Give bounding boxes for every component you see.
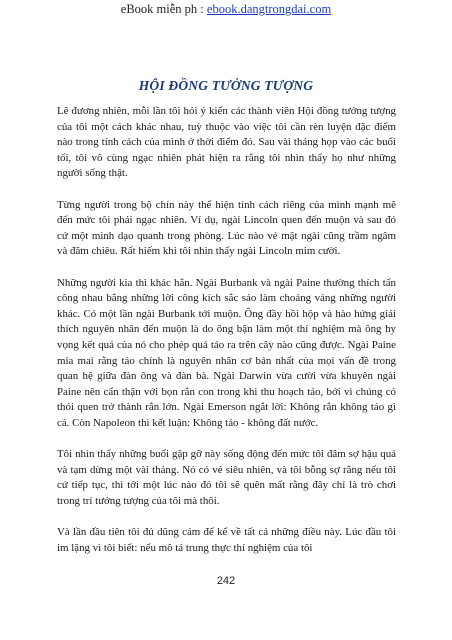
ebook-header xyxy=(0,2,452,17)
paragraph: Những người kia thì khác hẳn. Ngài Burbank và ngài Paine thường thích tấn công nhau bằng những lời công kích sắc sảo làm choáng váng những người khác. Có một lần ngài Burbank tới muộn. Ông đầy hồi hộp và hào hứng giải thích nguyên nhân đến muộn là do ông bận làm một thí nghiệm mà ông hy vọng kết quả của nó cho phép quả táo ra trên cây nào cũng được. Ngài Paine mỉa mai rằng táo chính là nguyên nhân cơ bản nhất của mọi vấn đề trong quan hệ giữa đàn ông và đàn bà. Ngài Darwin vừa cười vừa khuyên ngài Paine nên cẩn thận với bọn rắn con trong khi thu hoạch táo, bởi vì chúng có thói quen trở thành rắn lớn. Ngài Emerson ngắt lời: Không rắn không táo gì cả. Còn Napoleon thì kết luận: Không táo - không đất nước. xyxy=(57,276,396,429)
chapter-title: HỘI ĐỒNG TƯỞNG TƯỢNG xyxy=(138,78,314,93)
paragraph: Và lần đầu tiên tôi đủ dũng cảm để kể về tất cả những điều này. Lúc đầu tôi im lặng vì tôi biết: nếu mô tả trung thực thí nghiệm của tôi xyxy=(57,526,396,554)
header-prefix: eBook miễn ph : xyxy=(120,2,207,16)
body-text xyxy=(57,104,396,572)
header-link[interactable]: ebook.dangtrongdai.com xyxy=(206,2,332,16)
paragraph: Từng người trong bộ chín này thể hiện tính cách riêng của mình mạnh mẽ đến mức tôi phải ngạc nhiên. Ví dụ, ngài Lincoln quen đến muộn và sau đó cứ một mình dạo quanh trong phòng. Lúc nào vẻ mặt ngài cũng trầm ngâm và đăm chiêu. Rất hiếm khi tôi nhìn thấy ngài Lincoln mỉm cười. xyxy=(57,198,396,258)
paragraph: Tôi nhìn thấy những buổi gặp gỡ này sống động đến mức tôi đâm sợ hậu quả và tạm dừng một vài tháng. Nó có vẻ siêu nhiên, và tôi bỗng sợ rằng nếu tôi cứ tiếp tục, thì tới một lúc nào đó tôi sẽ quên mất rằng đây chỉ là trò chơi trong trí tưởng tượng của tôi mà thôi. xyxy=(57,448,396,507)
paragraph: Lẽ đương nhiên, mỗi lần tôi hỏi ý kiến các thành viên Hội đồng tưởng tượng của tôi một cách khác nhau, tuỳ thuộc vào việc tôi cần rèn luyện đặc điểm nào trong tính cách của mình ở thời điểm đó. Sau vài tháng họp vào các buổi tối, tôi vô cùng ngạc nhiên phát hiện ra rằng tôi nhìn thấy họ như những người sống thật. xyxy=(57,105,396,180)
page-number: 242 xyxy=(216,575,236,587)
